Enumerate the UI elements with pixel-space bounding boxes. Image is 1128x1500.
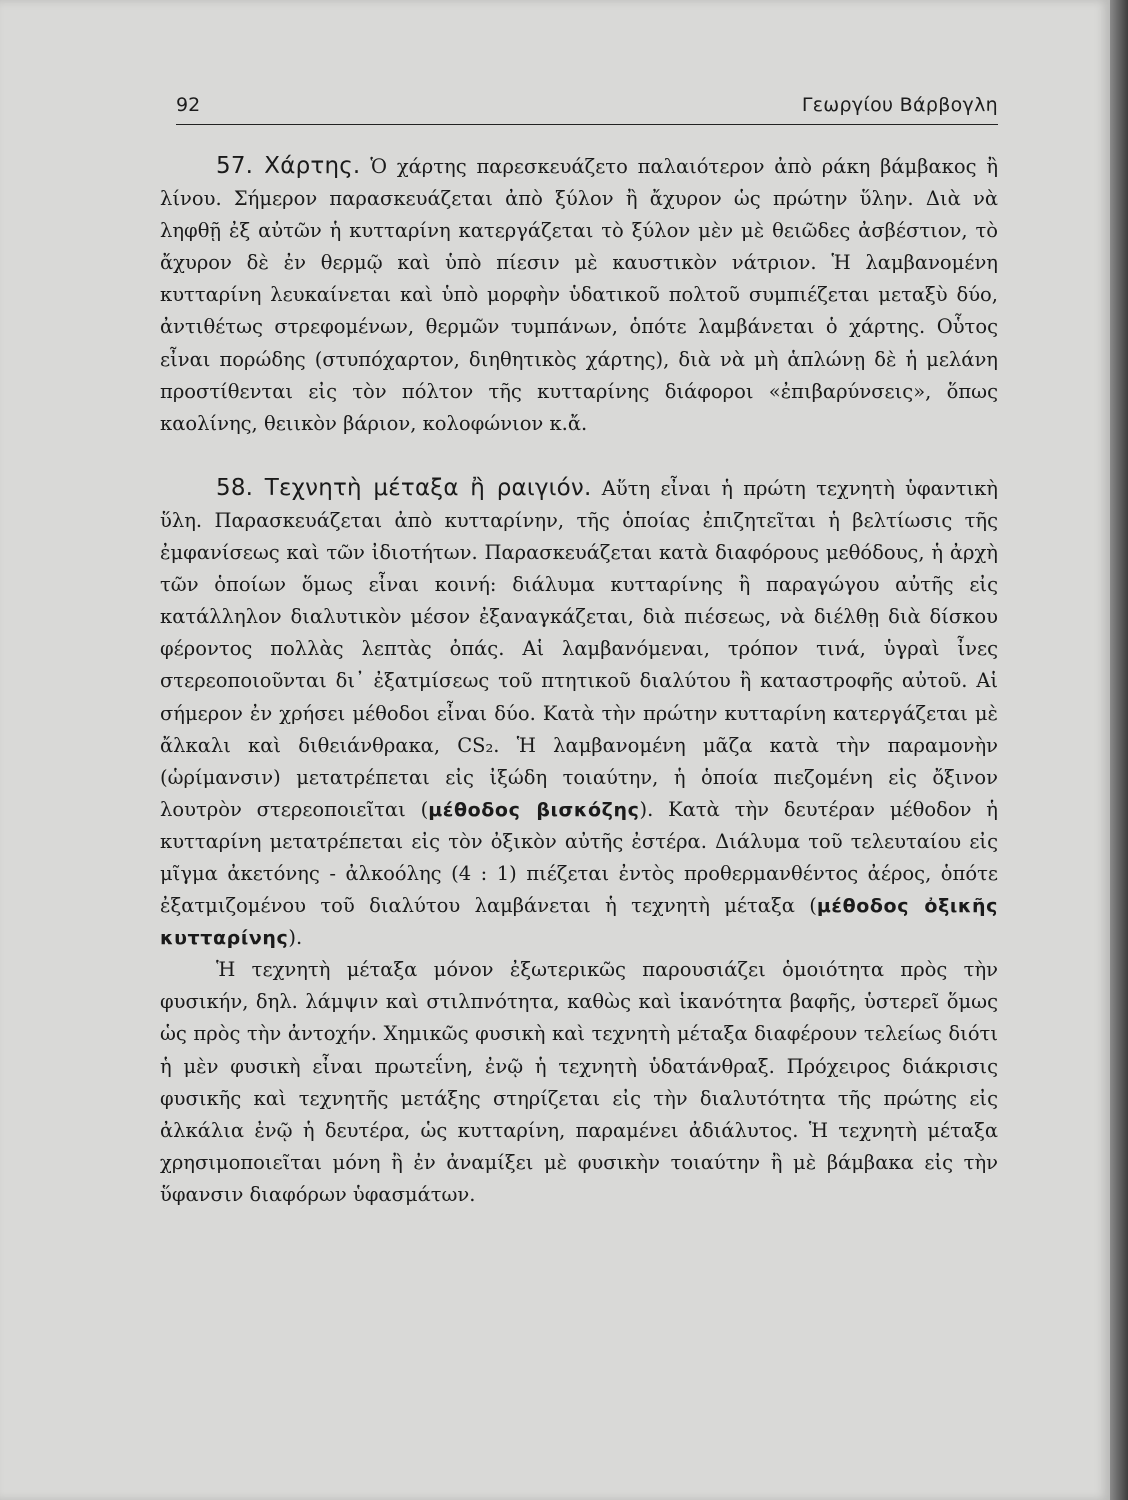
section-58-paragraph-2: Ἡ τεχνητὴ μέταξα μόνον ἐξωτερικῶς παρουσιάζει ὁμοιότητα πρὸς τὴν φυσικήν, δηλ. λάμψιν καὶ στιλπνότητα, καθὼς καὶ ἱκανότητα βαφῆς, ὑστερεῖ ὅμως ὡς πρὸς τὴν ἀντοχήν. Χημικῶς φυσικὴ καὶ τεχνητὴ μέταξα διαφέρουν τελείως διότι ἡ μὲν φυσικὴ εἶναι πρωτεΐνη, ἐνῷ ἡ τεχνητὴ ὑδατάνθραξ. Πρόχειρος διάκρισις φυσικῆς καὶ τεχνητῆς μετάξης στηρίζεται εἰς τὴν διαλυτότητα τῆς πρώτης εἰς ἀλκάλια ἐνῷ ἡ δευτέρα, ὡς κυτταρίνη, παραμένει ἀδιάλυτος. Ἡ τεχνητὴ μέταξα χρησιμοποιεῖται μόνη ἢ ἐν ἀναμίξει μὲ φυσικὴν τοιαύτην ἢ μὲ βάμβακα εἰς τὴν ὕφανσιν διαφόρων ὑφασμάτων. [160, 958, 998, 1206]
page-body [160, 150, 998, 1211]
section-57-paragraph [160, 150, 998, 440]
section-58-text-c: ). [288, 926, 303, 950]
page-number: 92 [176, 94, 201, 116]
page-edge-shadow [1110, 0, 1128, 1500]
section-58-paragraph [160, 472, 998, 954]
running-header [176, 92, 998, 125]
term-viscose-method: μέθοδος βισκόζης [428, 798, 640, 821]
section-58-heading: 58. Τεχνητὴ μέταξα ἢ ραιγιόν. [216, 474, 592, 501]
term-acetate-method: μέθοδος ὀξικῆς κυτταρίνης [160, 895, 998, 950]
section-57-heading: 57. Χάρτης. [216, 153, 361, 179]
section-58-text-b: ). Κατὰ τὴν δευτέραν μέθοδον ἡ κυτταρίνη μετατρέπεται εἰς τὸν ὀξικὸν αὐτῆς ἐστέρα. Διάλυμα τοῦ τελευταίου εἰς μῖγμα ἀκετόνης - ἀλκοόλης (4 : 1) πιέζεται ἐντὸς προθερμανθέντος ἀέρος, ὁπότε ἐξατμιζομένου τοῦ διαλύτου λαμβάνεται ἡ τεχνητὴ μέταξα ( [160, 797, 998, 918]
section-58-text-a: Αὕτη εἶναι ἡ πρώτη τεχνητὴ ὑφαντικὴ ὕλη. Παρασκευάζεται ἀπὸ κυτταρίνην, τῆς ὁποίας ἐπιζητεῖται ἡ βελτίωσις τῆς ἐμφανίσεως καὶ τῶν ἰδιοτήτων. Παρασκευάζεται κατὰ διαφόρους μεθόδους, ἡ ἀρχὴ τῶν ὁποίων ὅμως εἶναι κοινή: διάλυμα κυτταρίνης ἢ παραγώγου αὐτῆς εἰς κατάλληλον διαλυτικὸν μέσον ἐξαναγκάζεται, διὰ πιέσεως, νὰ διέλθῃ διὰ δίσκου φέροντος πολλὰς λεπτὰς ὀπάς. Αἱ λαμβανόμεναι, τρόπον τινά, ὑγραὶ ἶνες στερεοποιοῦνται δι᾽ ἐξατμίσεως τοῦ πτητικοῦ διαλύτου ἢ καταστροφῆς αὐτοῦ. Αἱ σήμερον ἐν χρήσει μέθοδοι εἶναι δύο. Κατὰ τὴν πρώτην κυτταρίνη κατεργάζεται μὲ ἄλκαλι καὶ διθειάνθρακα, CS₂. Ἡ λαμβανομένη μᾶζα κατὰ τὴν παραμονὴν (ὡρίμανσιν) μετατρέπεται εἰς ἰξώδη τοιαύτην, ἡ ὁποία πιεζομένη εἰς ὄξινον λουτρὸν στερεοποιεῖται ( [160, 476, 998, 821]
running-author: Γεωργίου Βάρβογλη [801, 94, 998, 116]
section-57-text: Ὁ χάρτης παρεσκευάζετο παλαιότερον ἀπὸ ράκη βάμβακος ἢ λίνου. Σήμερον παρασκευάζεται ἀπὸ ξύλον ἢ ἄχυρον ὡς πρώτην ὕλην. Διὰ νὰ ληφθῇ ἐξ αὐτῶν ἡ κυτταρίνη κατεργάζεται τὸ ξύλον μὲν μὲ θειῶδες ἀσβέστιον, τὸ ἄχυρον δὲ ἐν θερμῷ καὶ ὑπὸ πίεσιν μὲ καυστικὸν νάτριον. Ἡ λαμβανομένη κυτταρίνη λευκαίνεται καὶ ὑπὸ μορφὴν ὑδατικοῦ πολτοῦ συμπιέζεται μεταξὺ δύο, ἀντιθέτως στρεφομένων, θερμῶν τυμπάνων, ὁπότε λαμβάνεται ὁ χάρτης. Οὗτος εἶναι πορώδης (στυπόχαρτον, διηθητικὸς χάρτης), διὰ νὰ μὴ ἁπλώνῃ δὲ ἡ μελάνη προστίθενται εἰς τὸν πόλτον τῆς κυτταρίνης διάφοροι «ἐπιβαρύνσεις», ὅπως καολίνης, θειικὸν βάριον, κολοφώνιον κ.ἄ. [160, 155, 999, 435]
